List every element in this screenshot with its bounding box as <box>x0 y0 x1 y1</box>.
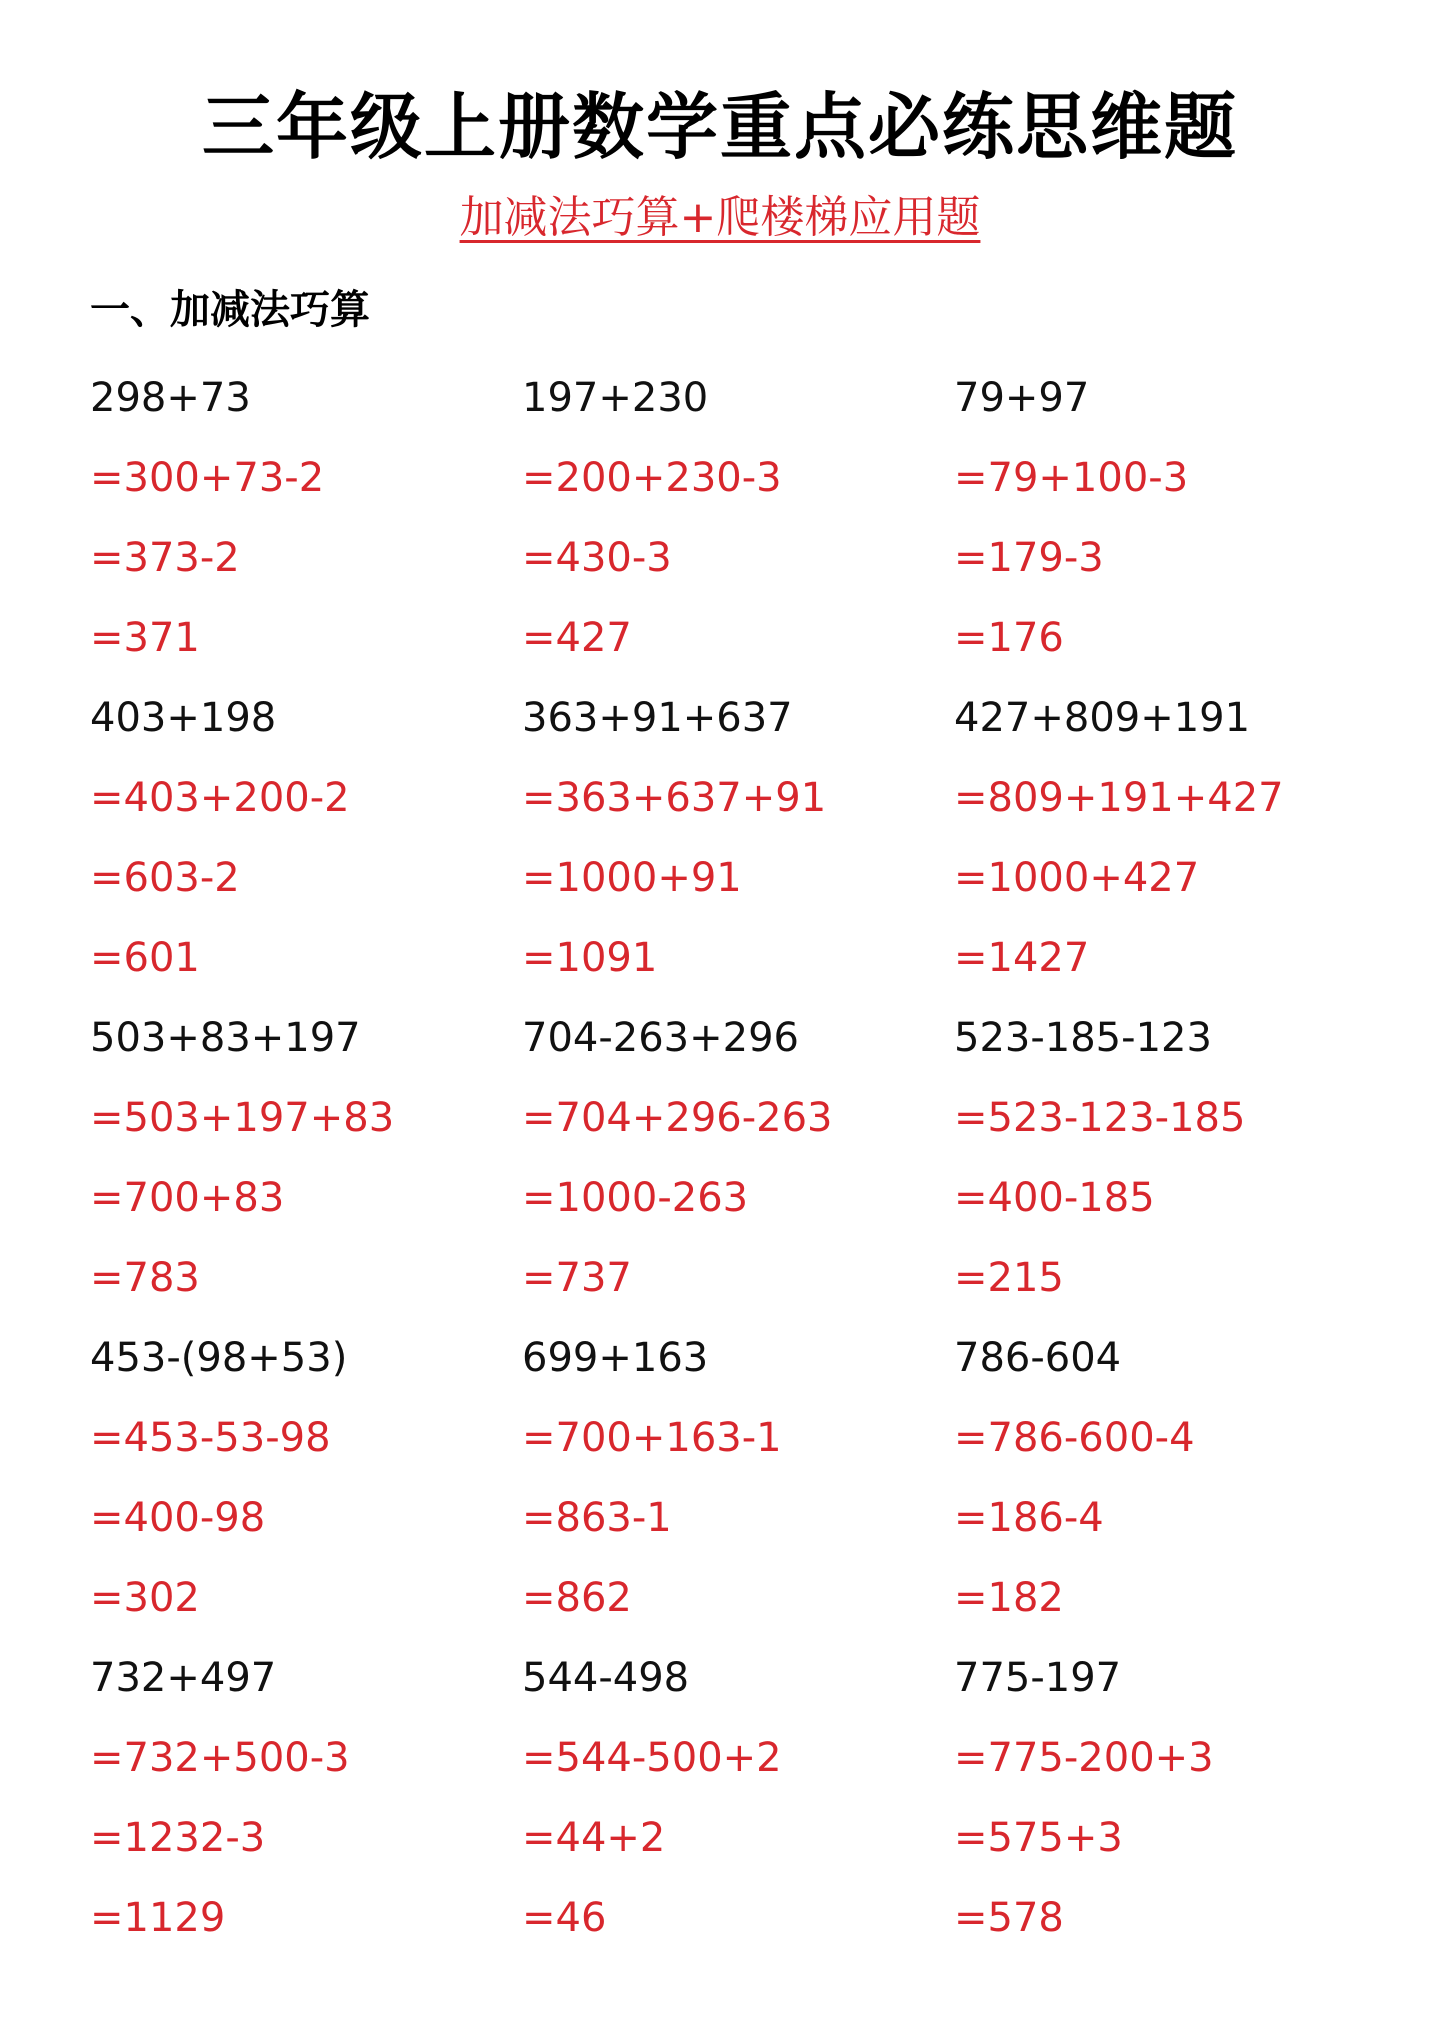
problem-item <box>90 358 522 678</box>
solution-step: =300+73-2 <box>90 455 325 501</box>
page-subtitle <box>0 190 1440 246</box>
problem-expression: 298+73 <box>90 375 251 421</box>
solution-step: =373-2 <box>90 535 240 581</box>
solution-step: =603-2 <box>90 855 240 901</box>
solution-step: =704+296-263 <box>522 1095 833 1141</box>
problem-item <box>90 998 522 1318</box>
problem-expression: 197+230 <box>522 375 709 421</box>
solution-step: =79+100-3 <box>954 455 1189 501</box>
problem-expression: 363+91+637 <box>522 695 793 741</box>
problem-expression: 453-(98+53) <box>90 1335 348 1381</box>
problem-item <box>522 1638 954 1958</box>
solution-step: =732+500-3 <box>90 1735 350 1781</box>
solution-result: =1427 <box>954 935 1090 981</box>
solution-step: =863-1 <box>522 1495 672 1541</box>
problem-item <box>90 678 522 998</box>
solution-step: =186-4 <box>954 1495 1104 1541</box>
solution-step: =700+163-1 <box>522 1415 782 1461</box>
problem-item <box>954 358 1386 678</box>
solution-step: =44+2 <box>522 1815 666 1861</box>
problem-item <box>522 678 954 998</box>
solution-step: =809+191+427 <box>954 775 1284 821</box>
solution-step: =179-3 <box>954 535 1104 581</box>
subtitle-text: 加减法巧算+爬楼梯应用题 <box>459 192 981 243</box>
problem-item <box>954 1318 1386 1638</box>
solution-step: =403+200-2 <box>90 775 350 821</box>
solution-step: =200+230-3 <box>522 455 782 501</box>
solution-result: =601 <box>90 935 200 981</box>
solution-step: =400-98 <box>90 1495 266 1541</box>
solution-result: =737 <box>522 1255 632 1301</box>
problem-expression: 775-197 <box>954 1655 1122 1701</box>
solution-result: =302 <box>90 1575 200 1621</box>
problem-expression: 523-185-123 <box>954 1015 1212 1061</box>
solution-step: =430-3 <box>522 535 672 581</box>
solution-result: =783 <box>90 1255 200 1301</box>
solution-result: =862 <box>522 1575 632 1621</box>
solution-result: =1091 <box>522 935 658 981</box>
problem-item <box>90 1318 522 1638</box>
page-title: 三年级上册数学重点必练思维题 <box>201 85 1238 169</box>
problem-item <box>954 678 1386 998</box>
solution-step: =1000+427 <box>954 855 1200 901</box>
solution-step: =1000-263 <box>522 1175 749 1221</box>
solution-step: =400-185 <box>954 1175 1155 1221</box>
problem-expression: 79+97 <box>954 375 1090 421</box>
problem-item <box>954 998 1386 1318</box>
problem-item <box>90 1638 522 1958</box>
solution-result: =1129 <box>90 1895 226 1941</box>
solution-result: =176 <box>954 615 1064 661</box>
solution-step: =523-123-185 <box>954 1095 1246 1141</box>
solution-result: =46 <box>522 1895 607 1941</box>
problem-expression: 786-604 <box>954 1335 1122 1381</box>
problem-expression: 544-498 <box>522 1655 690 1701</box>
problem-item <box>522 998 954 1318</box>
solution-result: =371 <box>90 615 200 661</box>
solution-result: =427 <box>522 615 632 661</box>
solution-result: =182 <box>954 1575 1064 1621</box>
solution-result: =215 <box>954 1255 1064 1301</box>
solution-step: =575+3 <box>954 1815 1123 1861</box>
problem-expression: 503+83+197 <box>90 1015 361 1061</box>
problem-expression: 427+809+191 <box>954 695 1251 741</box>
solution-step: =503+197+83 <box>90 1095 395 1141</box>
solution-step: =1000+91 <box>522 855 742 901</box>
problem-item <box>954 1638 1386 1958</box>
problem-grid <box>90 358 1390 1958</box>
solution-step: =775-200+3 <box>954 1735 1214 1781</box>
problem-item <box>522 1318 954 1638</box>
solution-step: =786-600-4 <box>954 1415 1195 1461</box>
problem-expression: 704-263+296 <box>522 1015 799 1061</box>
problem-expression: 732+497 <box>90 1655 277 1701</box>
solution-step: =700+83 <box>90 1175 285 1221</box>
section-heading: 一、加减法巧算 <box>90 287 370 333</box>
problem-expression: 699+163 <box>522 1335 709 1381</box>
problem-item <box>522 358 954 678</box>
solution-result: =578 <box>954 1895 1064 1941</box>
solution-step: =453-53-98 <box>90 1415 331 1461</box>
solution-step: =363+637+91 <box>522 775 827 821</box>
problem-expression: 403+198 <box>90 695 277 741</box>
solution-step: =544-500+2 <box>522 1735 782 1781</box>
solution-step: =1232-3 <box>90 1815 266 1861</box>
